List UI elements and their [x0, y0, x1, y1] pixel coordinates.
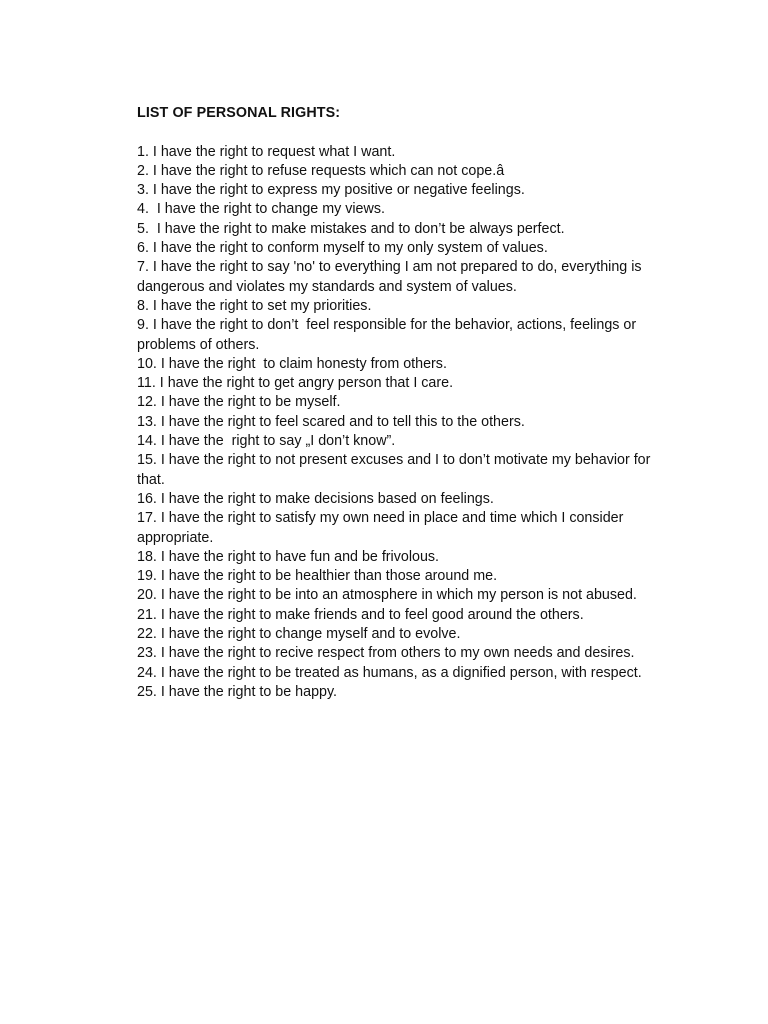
right-item-22: 22. I have the right to change myself and to evolve.	[137, 626, 461, 643]
right-item-12: 12. I have the right to be myself.	[137, 394, 341, 411]
rights-list	[137, 143, 682, 703]
right-item-9: 9. I have the right to don’t feel responsible for the behavior, actions, feelings or problems of others.	[137, 317, 641, 353]
right-item-18: 18. I have the right to have fun and be frivolous.	[137, 548, 440, 565]
right-item-2: 2. I have the right to refuse requests which can not cope.â	[137, 162, 505, 179]
right-item-23: 23. I have the right to recive respect from others to my own needs and desires.	[137, 645, 635, 662]
right-item-14: 14. I have the right to say „I don’t know”.	[137, 433, 396, 450]
right-item-4: 4. I have the right to change my views.	[137, 201, 385, 218]
document-title: LIST OF PERSONAL RIGHTS:	[137, 105, 341, 121]
right-item-15: 15. I have the right to not present excuses and I to don’t motivate my behavior for that.	[137, 452, 655, 488]
right-item-3: 3. I have the right to express my positive or negative feelings.	[137, 182, 525, 199]
right-item-10: 10. I have the right to claim honesty from others.	[137, 355, 447, 372]
right-item-25: 25. I have the right to be happy.	[137, 683, 338, 700]
right-item-1: 1. I have the right to request what I want.	[137, 143, 396, 160]
right-item-8: 8. I have the right to set my priorities.	[137, 297, 372, 314]
right-item-16: 16. I have the right to make decisions based on feelings.	[137, 490, 494, 507]
right-item-7: 7. I have the right to say 'no' to everything I am not prepared to do, everything is dangerous and violates my standards and system of values.	[137, 259, 646, 295]
document-body	[137, 104, 682, 702]
right-item-5: 5. I have the right to make mistakes and to don’t be always perfect.	[137, 220, 565, 237]
right-item-6: 6. I have the right to conform myself to my only system of values.	[137, 240, 548, 257]
blank-line	[137, 123, 682, 142]
right-item-20: 20. I have the right to be into an atmosphere in which my person is not abused.	[137, 587, 637, 604]
right-item-13: 13. I have the right to feel scared and to tell this to the others.	[137, 413, 525, 430]
right-item-24: 24. I have the right to be treated as humans, as a dignified person, with respect.	[137, 664, 642, 681]
right-item-21: 21. I have the right to make friends and to feel good around the others.	[137, 606, 584, 623]
right-item-19: 19. I have the right to be healthier than those around me.	[137, 568, 498, 585]
right-item-11: 11. I have the right to get angry person that I care.	[137, 375, 454, 392]
right-item-17: 17. I have the right to satisfy my own need in place and time which I consider appropriate.	[137, 510, 628, 546]
